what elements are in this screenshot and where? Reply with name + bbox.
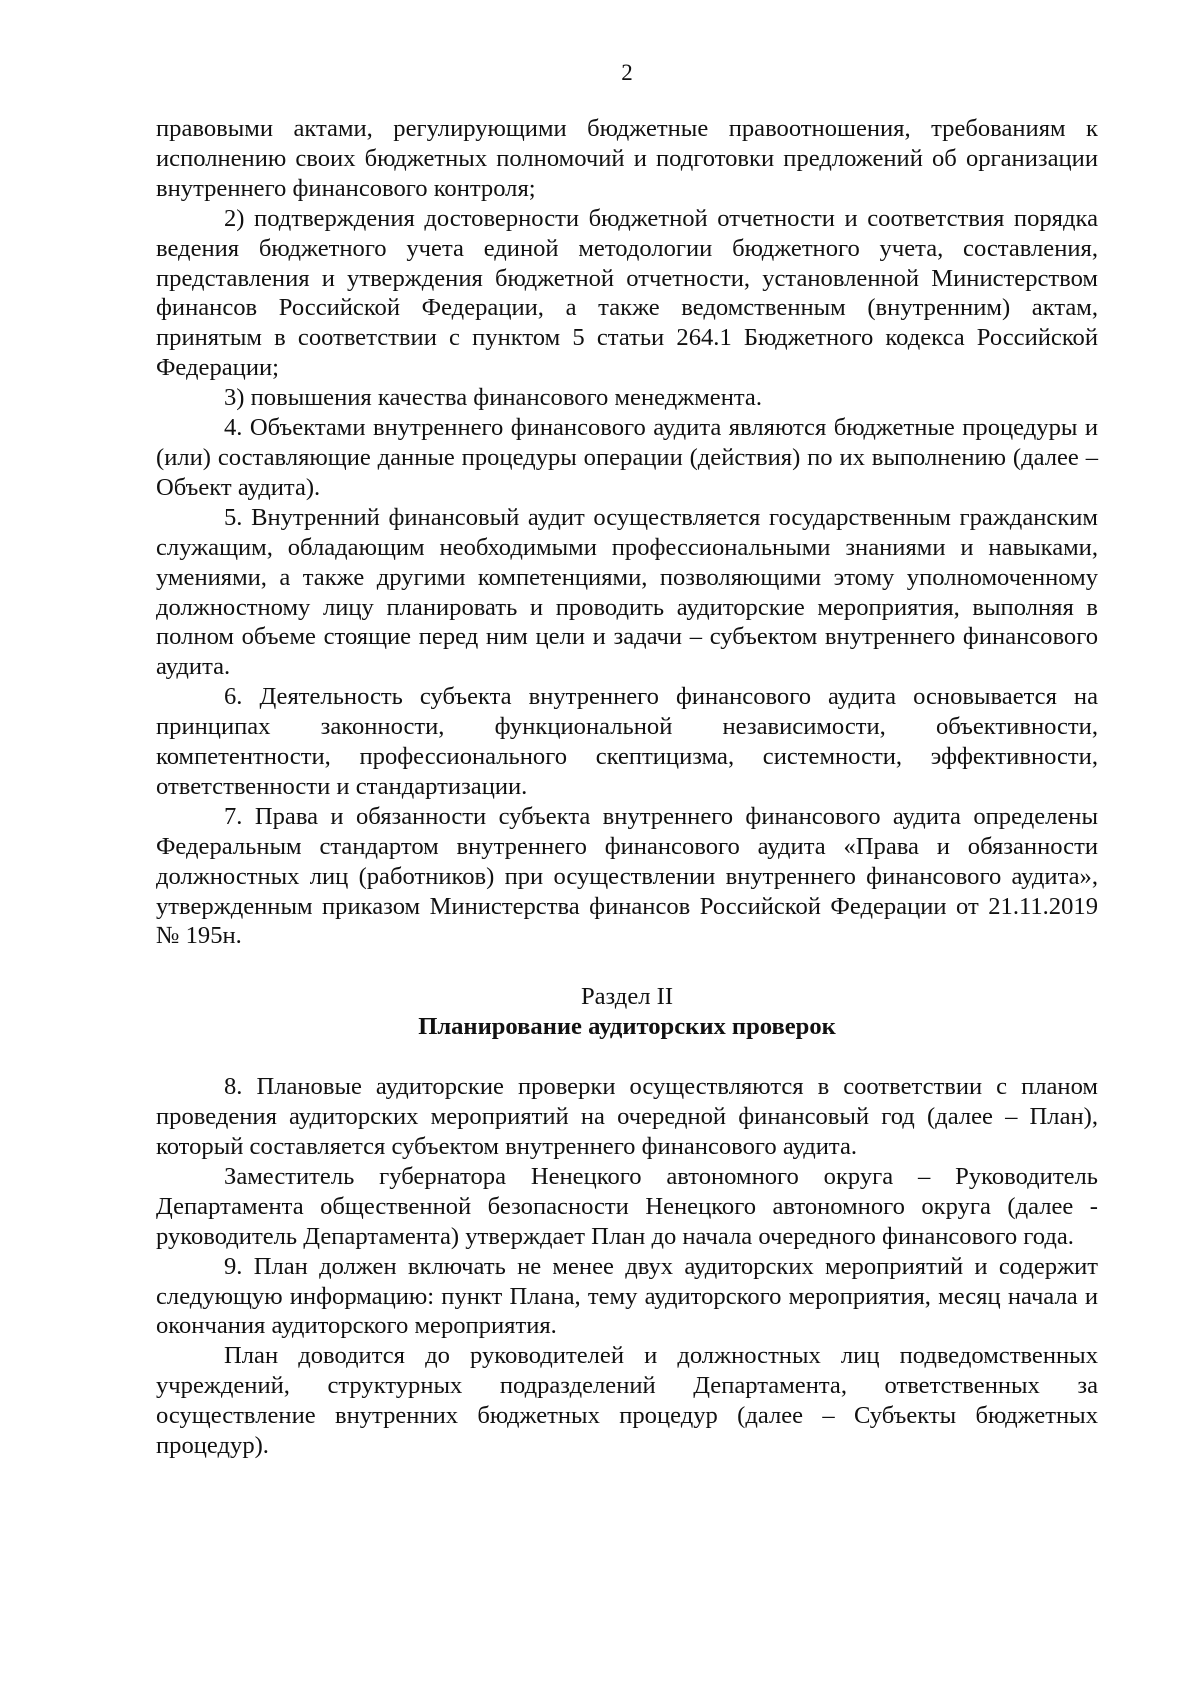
- paragraph-clause-7: 7. Права и обязанности субъекта внутреннего финансового аудита определены Федеральным стандартом внутреннего финансового аудита «Права и обязанности должностных лиц (работников) при осуществлении внутреннего финансового аудита», утвержденным приказом Министерства финансов Российской Федерации от 21.11.2019 № 195н.: [156, 802, 1098, 950]
- paragraph-clause-9: 9. План должен включать не менее двух аудиторских мероприятий и содержит следующую информацию: пункт Плана, тему аудиторского мероприятия, месяц начала и окончания аудиторского мероприятия.: [156, 1252, 1098, 1340]
- paragraph-clause-6: 6. Деятельность субъекта внутреннего финансового аудита основывается на принципах законности, функциональной независимости, объективности, компетентности, профессионального скептицизма, системности, эффективности, ответственности и стандартизации.: [156, 683, 1098, 800]
- section-header: [156, 982, 1098, 1042]
- paragraph-approval: Заместитель губернатора Ненецкого автономного округа – Руководитель Департамента общественной безопасности Ненецкого автономного округа (далее - руководитель Департамента) утверждает План до начала очередного финансового года.: [156, 1162, 1098, 1250]
- paragraph-clause-4: 4. Объектами внутреннего финансового аудита являются бюджетные процедуры и (или) составляющие данные процедуры операции (действия) по их выполнению (далее – Объект аудита).: [156, 414, 1098, 501]
- paragraph-continuation: правовыми актами, регулирующими бюджетные правоотношения, требованиям к исполнению своих бюджетных полномочий и подготовки предложений об организации внутреннего финансового контроля;: [156, 115, 1098, 202]
- paragraph-plan-distribution: План доводится до руководителей и должностных лиц подведомственных учреждений, структурных подразделений Департамента, ответственных за осуществление внутренних бюджетных процедур (далее – Субъекты бюджетных процедур).: [156, 1342, 1098, 1460]
- paragraph-clause-8: 8. Плановые аудиторские проверки осуществляются в соответствии с планом проведения аудиторских мероприятий на очередной финансовый год (далее – План), который составляется субъектом внутреннего финансового аудита.: [156, 1073, 1098, 1160]
- paragraph-item-3: 3) повышения качества финансового менеджмента.: [224, 384, 762, 412]
- paragraph-item-2: 2) подтверждения достоверности бюджетной отчетности и соответствия порядка ведения бюджетного учета единой методологии бюджетного учета, составления, представления и утверждения бюджетной отчетности, установленной Министерством финансов Российской Федерации, а также ведомственным (внутренним) актам, принятым в соответствии с пунктом 5 статьи 264.1 Бюджетного кодекса Российской Федерации;: [156, 204, 1098, 382]
- page-number: 2: [621, 60, 633, 85]
- section-label: Раздел II: [580, 983, 674, 1011]
- paragraph-clause-5: 5. Внутренний финансовый аудит осуществляется государственным гражданским служащим, обладающим необходимыми профессиональными знаниями и навыками, умениями, а также другими компетенциями, позволяющими этому уполномоченному должностному лицу планировать и проводить аудиторские мероприятия, выполняя в полном объеме стоящие перед ним цели и задачи – субъектом внутреннего финансового аудита.: [156, 503, 1098, 681]
- section-title: Планирование аудиторских проверок: [418, 1013, 836, 1041]
